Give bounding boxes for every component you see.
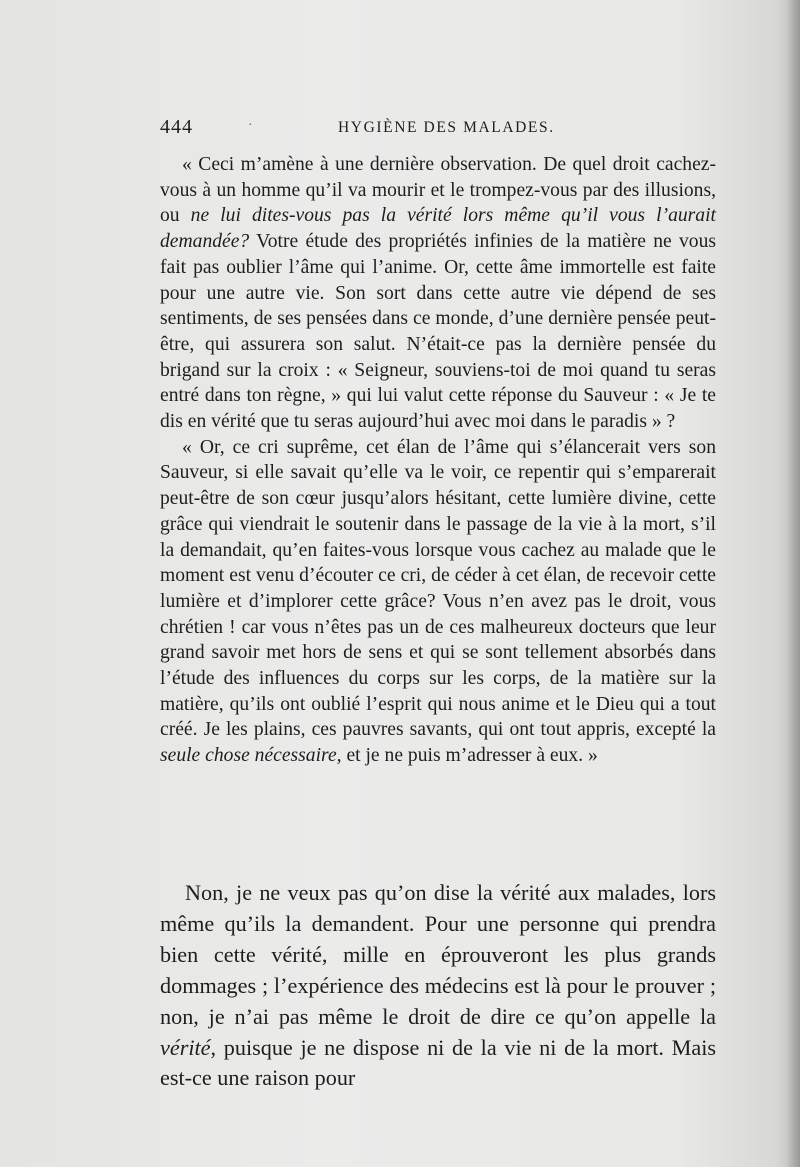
page-number: 444: [160, 116, 193, 138]
page-header: [160, 116, 718, 142]
header-separator: ·: [248, 118, 253, 133]
italic-phrase: seule chose nécessaire,: [160, 745, 342, 767]
italic-phrase: ne lui dites-vous pas la vérité lors même qu’il vous l’aurait demandée?: [160, 205, 716, 253]
body-paragraph: Non, je ne veux pas qu’on dise la vérité aux malades, lors même qu’ils la demandent. Pour une personne qui prendra bien cette vérité, mille en éprouveront les plus grands dommages ; l’expérience des médecins est là pour le prouver ; non, je n’ai pas même le droit de dire ce qu’on appelle la vérité, puisque je ne dispose ni de la vie ni de la mort. Mais est-ce une raison pour: [160, 880, 716, 1091]
body-text: [160, 878, 716, 1094]
quote-paragraph-1: « Ceci m’amène à une dernière observation. De quel droit cachez-vous à un homme qu’il va mourir et le trompez-vous par des illusions, ou ne lui dites-vous pas la vérité lors même qu’il vous l’aurait demandée? Votre étude des propriétés infinies de la matière ne vous fait pas oublier l’âme qui l’anime. Or, cette âme immortelle est faite pour une autre vie. Son sort dans cette autre vie dépend de ses sentiments, de ses pensées dans ce monde, d’une dernière pensée peut-être, qui assurera son salut. N’était-ce pas la dernière pensée du brigand sur la croix : « Seigneur, souviens-toi de moi quand tu seras entré dans ton règne, » qui lui valut cette réponse du Sauveur : « Je te dis en vérité que tu seras aujourd’hui avec moi dans le paradis » ?: [160, 154, 716, 433]
quote-paragraph-2: « Or, ce cri suprême, cet élan de l’âme qui s’élancerait vers son Sauveur, si elle savait qu’elle va le voir, ce repentir qui s’emparerait peut-être de son cœur jusqu’alors hésitant, cette lumière divine, cette grâce qui viendrait le soutenir dans le passage de la vie à la mort, s’il la demandait, qu’en faites-vous lorsque vous cachez au malade que le moment est venu d’écouter ce cri, de céder à cet élan, de recevoir cette lumière et d’implorer cette grâce? Vous n’en avez pas le droit, vous chrétien ! car vous n’êtes pas un de ces malheureux docteurs que leur grand savoir met hors de sens et qui se sont tellement absorbés dans l’étude des influences du corps sur les corps, de la matière sur la matière, qu’ils ont oublié l’esprit qui nous anime et le Dieu qui a tout créé. Je les plains, ces pauvres savants, qui ont tout appris, excepté la seule chose nécessaire, et je ne puis m’adresser à eux. »: [160, 436, 716, 767]
binding-shadow: [786, 0, 800, 1167]
italic-word: vérité: [160, 1034, 211, 1060]
running-title: HYGIÈNE DES MALADES.: [338, 119, 555, 136]
quoted-passage: [160, 152, 716, 769]
